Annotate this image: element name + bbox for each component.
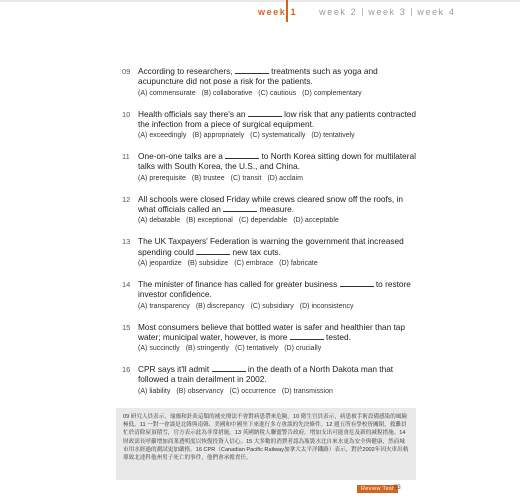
- option-text: debatable: [149, 217, 181, 225]
- question-text: [138, 151, 422, 172]
- answer-option[interactable]: [138, 175, 186, 182]
- question-number: 13: [122, 237, 131, 247]
- option-letter: (D): [267, 174, 278, 182]
- option-text: jeopardize: [149, 259, 182, 267]
- option-text: exceptional: [197, 217, 233, 225]
- week-tab-4[interactable]: week 4: [417, 7, 456, 17]
- option-letter: (C): [230, 174, 241, 182]
- option-text: transparency: [149, 302, 190, 310]
- answer-option[interactable]: [176, 388, 223, 395]
- answer-option[interactable]: [293, 217, 339, 224]
- option-letter: (C): [250, 132, 260, 140]
- answer-option[interactable]: [302, 90, 362, 97]
- option-text: succinctly: [149, 345, 180, 353]
- answer-option[interactable]: [138, 90, 196, 97]
- question-item: [122, 279, 422, 310]
- option-letter: (C): [234, 259, 244, 267]
- question-text-after: in the death of a North Dakota man that followed a train derailment in 2002.: [138, 364, 394, 385]
- option-letter: (D): [281, 387, 292, 395]
- question-number: 14: [122, 279, 131, 289]
- answer-option[interactable]: [138, 388, 170, 395]
- review-test-tag: Review Test: [357, 485, 398, 493]
- question-text-before: All schools were closed Friday while crews cleared snow off the roofs, in what officials called an: [138, 193, 404, 215]
- week-tab-3[interactable]: week 3: [368, 7, 407, 17]
- question-text: [138, 279, 422, 300]
- option-text: systematically: [261, 132, 306, 140]
- answer-option[interactable]: [311, 132, 354, 139]
- question-text-before: One-on-one talks are a: [138, 151, 223, 162]
- answer-option[interactable]: [284, 345, 321, 352]
- option-text: stringently: [197, 345, 229, 353]
- question-text-before: Most consumers believe that bottled water is safer and healthier than tap water; municipal water, however, is more: [138, 321, 406, 342]
- option-letter: (A): [138, 89, 148, 97]
- answer-option[interactable]: [186, 217, 233, 224]
- week-tab-2[interactable]: week 2: [319, 7, 358, 17]
- question-text-after: low risk that any patients contracted the infection from a piece of surgical equipment.: [138, 108, 417, 129]
- question-item: [122, 322, 422, 353]
- question-text-before: According to researchers,: [138, 66, 233, 76]
- option-text: acclaim: [279, 174, 303, 182]
- answer-blank[interactable]: [223, 204, 257, 212]
- answer-option[interactable]: [188, 260, 229, 267]
- question-list: [122, 66, 422, 407]
- option-letter: (B): [201, 89, 211, 97]
- question-text-after: tested.: [326, 331, 351, 342]
- question-text-after: to North Korea sitting down for multilateral talks with South Korea, the U.S., and China.: [138, 151, 416, 172]
- answer-option[interactable]: [258, 90, 296, 97]
- answer-blank[interactable]: [225, 151, 259, 159]
- option-text: crucially: [295, 345, 322, 353]
- answer-option[interactable]: [251, 303, 294, 310]
- answer-blank[interactable]: [196, 247, 230, 255]
- option-letter: (A): [138, 302, 148, 310]
- question-item: [122, 364, 422, 395]
- answer-option[interactable]: [231, 175, 262, 182]
- option-text: appropriately: [203, 132, 245, 140]
- answer-options: [138, 345, 422, 352]
- option-letter: (B): [195, 302, 206, 310]
- question-text-after: to restore investor confidence.: [138, 278, 411, 300]
- answer-option[interactable]: [267, 175, 302, 182]
- question-number: 10: [122, 109, 131, 119]
- question-item: [122, 151, 422, 182]
- option-text: inconsistency: [311, 302, 354, 310]
- option-text: liability: [149, 387, 171, 395]
- answer-option[interactable]: [239, 217, 287, 224]
- answer-option[interactable]: [202, 90, 253, 97]
- option-letter: (C): [234, 345, 245, 353]
- option-letter: (B): [191, 174, 202, 182]
- question-text: [138, 109, 422, 130]
- question-number: 12: [122, 194, 131, 204]
- option-text: exceedingly: [149, 132, 187, 140]
- question-item: [122, 236, 422, 267]
- question-text-before: The minister of finance has called for greater business: [138, 278, 338, 289]
- question-item: [122, 66, 422, 97]
- option-letter: (C): [250, 302, 261, 310]
- answer-blank[interactable]: [340, 279, 374, 287]
- page-number: 53: [394, 485, 401, 491]
- option-text: transmission: [293, 387, 333, 395]
- page-footer: [0, 482, 520, 500]
- option-letter: (A): [138, 345, 148, 353]
- answer-blank[interactable]: [235, 66, 269, 74]
- question-text: [138, 66, 422, 87]
- question-text-before: The UK Taxpayers' Federation is warning the government that increased spending could: [138, 236, 404, 257]
- option-text: prerequisite: [149, 174, 186, 182]
- answer-option[interactable]: [138, 303, 190, 310]
- answer-option[interactable]: [138, 345, 180, 352]
- question-number: 16: [122, 365, 131, 375]
- answer-options: [138, 217, 422, 224]
- option-letter: (D): [302, 89, 312, 97]
- answer-option[interactable]: [282, 388, 333, 395]
- answer-option[interactable]: [234, 260, 273, 267]
- answer-blank[interactable]: [248, 109, 282, 117]
- option-text: cautious: [270, 89, 297, 97]
- option-letter: (B): [187, 259, 197, 267]
- question-number: 09: [122, 67, 131, 76]
- option-letter: (D): [279, 259, 289, 267]
- option-letter: (B): [185, 345, 196, 353]
- answer-option[interactable]: [279, 260, 318, 267]
- option-letter: (A): [138, 174, 148, 182]
- option-text: tentatively: [246, 345, 279, 353]
- option-text: acceptable: [304, 217, 339, 225]
- option-text: tentatively: [323, 132, 355, 140]
- answer-options: [138, 260, 422, 267]
- answer-option[interactable]: [192, 175, 225, 182]
- top-bar: [0, 0, 520, 22]
- week-nav: [258, 7, 456, 17]
- top-rule: [0, 0, 520, 2]
- option-text: subsidize: [199, 259, 229, 267]
- option-text: trustee: [203, 174, 225, 182]
- option-letter: (C): [258, 89, 269, 97]
- option-letter: (D): [293, 217, 303, 225]
- option-letter: (D): [299, 302, 310, 310]
- answer-options: [138, 90, 422, 97]
- question-item: [122, 109, 422, 140]
- answer-option[interactable]: [300, 303, 354, 310]
- answer-option[interactable]: [138, 260, 182, 267]
- option-text: observancy: [187, 387, 224, 395]
- answer-options: [138, 175, 422, 182]
- option-text: complementary: [313, 89, 362, 97]
- answer-option[interactable]: [192, 132, 244, 139]
- option-letter: (D): [311, 132, 322, 140]
- answer-options: [138, 132, 422, 139]
- week-tab-1[interactable]: week 1: [258, 7, 298, 17]
- answer-option[interactable]: [235, 345, 278, 352]
- question-text: [138, 322, 422, 343]
- question-item: [122, 194, 422, 225]
- answer-option[interactable]: [186, 345, 229, 352]
- option-letter: (A): [138, 217, 148, 225]
- question-text-before: CPR says it'll admit: [138, 364, 210, 375]
- option-text: discrepancy: [207, 302, 245, 310]
- option-text: fabricate: [290, 259, 318, 267]
- answer-option[interactable]: [250, 132, 305, 139]
- option-letter: (C): [238, 217, 249, 225]
- option-text: commensurate: [149, 89, 196, 97]
- answer-option[interactable]: [230, 388, 276, 395]
- question-number: 11: [122, 152, 130, 162]
- answer-blank[interactable]: [290, 332, 324, 340]
- answer-option[interactable]: [138, 132, 186, 139]
- option-text: embrace: [245, 259, 274, 267]
- option-letter: (C): [229, 387, 240, 395]
- question-text-before: Health officials say there's an: [138, 108, 246, 119]
- option-text: transit: [242, 174, 262, 182]
- question-text: [138, 236, 422, 257]
- option-letter: (A): [138, 132, 148, 140]
- question-number: 15: [122, 322, 131, 332]
- option-letter: (B): [176, 387, 186, 395]
- answer-blank[interactable]: [212, 364, 246, 372]
- question-text: [138, 364, 422, 385]
- option-letter: (A): [138, 387, 148, 395]
- question-text-after: new tax cuts.: [232, 246, 281, 257]
- option-text: dependable: [250, 217, 288, 225]
- answer-options: [138, 303, 422, 310]
- option-letter: (A): [138, 259, 148, 267]
- answer-options: [138, 388, 422, 395]
- option-text: subsidiary: [262, 302, 294, 310]
- option-letter: (D): [284, 345, 294, 353]
- option-text: collaborative: [212, 89, 253, 97]
- answer-option[interactable]: [138, 217, 180, 224]
- translation-footnote: 09 研究人員表示，瑜珈和針灸這類的補充療法不會對病患帶來危險。10 衛生官員表示，病患被手術設備感染的風險極低。11 一對一會談是北韓與南韓、美國和中國坐下來進行多方會談的先決條件。12 週五所有學校皆關閉，救難員忙於清除屋頂積雪，官方表示此為非常措施。13 英國納稅人聯盟警告政府，增加支出可能會危及新的減稅措施。14 財政部長呼籲增加商業透明度以恢復投資人信心。15 大多數的消費者認為瓶裝水比自來水更為安全與健康，然而城市用水經過的測試更加嚴格。16 CPR（Canadian Pacific Railway加拿大太平洋鐵路）表示，對於2002年因火車出軌導致北達科他州男子死亡的事件，他們會承擔責任。: [116, 408, 416, 480]
- question-text: [138, 194, 422, 215]
- question-text-after: treatments such as yoga and acupuncture did not pose a risk for the patients.: [138, 66, 378, 87]
- question-text-after: measure.: [259, 204, 295, 215]
- option-letter: (B): [192, 132, 202, 140]
- option-letter: (B): [186, 217, 196, 225]
- option-text: occurrence: [241, 387, 276, 395]
- answer-option[interactable]: [196, 303, 245, 310]
